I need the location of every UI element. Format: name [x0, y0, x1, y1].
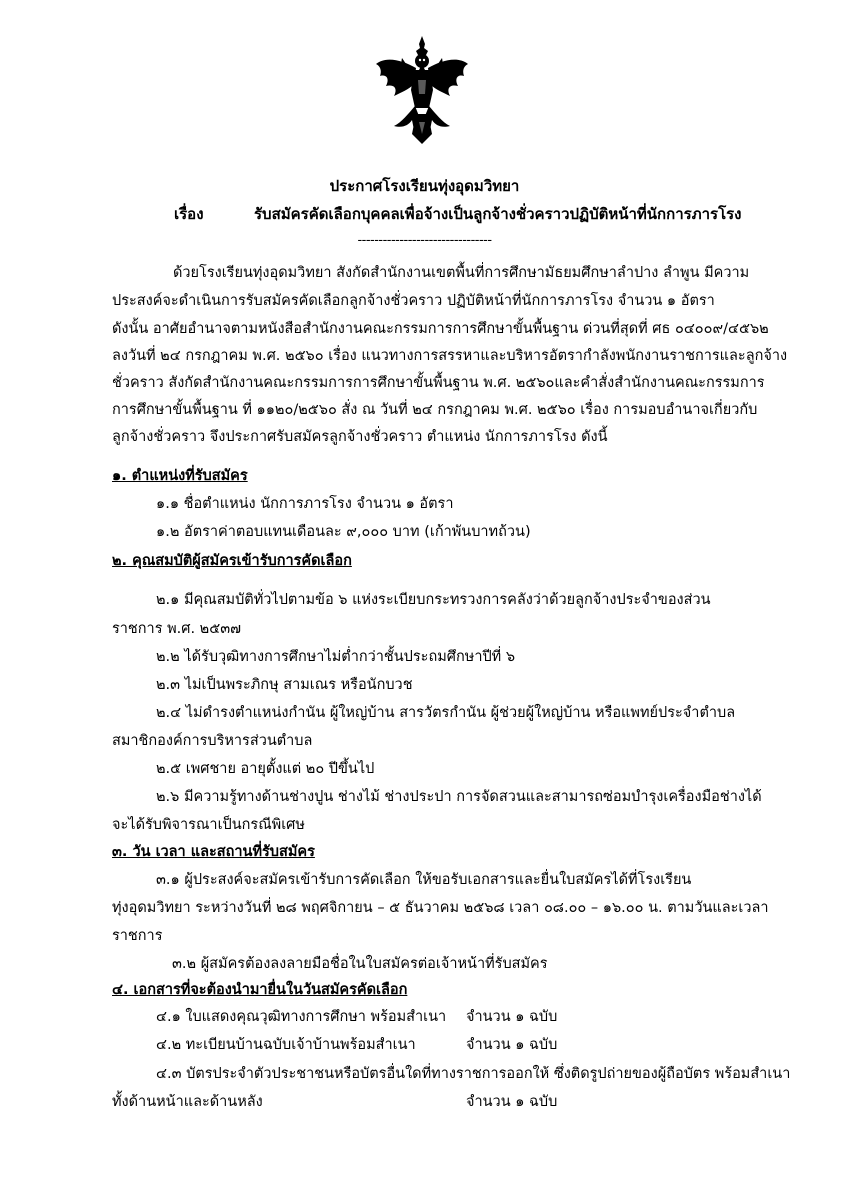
subject-text: รับสมัครคัดเลือกบุคคลเพื่อจ้างเป็นลูกจ้างชั่วคราวปฏิบัติหน้าที่นักการภารโรง — [254, 205, 742, 223]
garuda-emblem-icon — [372, 34, 472, 146]
section1-item: ๑.๑ ชื่อตำแหน่ง นักการภารโรง จำนวน ๑ อัตรา — [156, 496, 454, 512]
document-item-label: ๔.๑ ใบแสดงคุณวุฒิทางการศึกษา พร้อมสำเนา — [156, 1009, 447, 1025]
section1-item: ๑.๒ อัตราค่าตอบแทนเดือนละ ๙,๐๐๐ บาท (เก้าพันบาทถ้วน) — [156, 524, 531, 540]
section2-item: ๒.๕ เพศชาย อายุตั้งแต่ ๒๐ ปีขึ้นไป — [156, 761, 375, 777]
intro-line: ลงวันที่ ๒๔ กรกฎาคม พ.ศ. ๒๕๖๐ เรื่อง แนวทางการสรรหาและบริหารอัตรากำลังพนักงานราชการและลูกจ้าง — [112, 348, 788, 364]
section4-item: ๔.๓ บัตรประจำตัวประชาชนหรือบัตรอื่นใดที่ทางราชการออกให้ ซึ่งติดรูปถ่ายของผู้ถือบัตร พร้อมสำเนา — [156, 1066, 791, 1082]
section3-item-continuation: ทุ่งอุดมวิทยา ระหว่างวันที่ ๒๘ พฤศจิกายน – ๕ ธันวาคม ๒๕๖๘ เวลา ๐๘.๐๐ – ๑๖.๐๐ น. ตามวันและเวลา — [112, 900, 769, 916]
section3-item: ๓.๒ ผู้สมัครต้องลงลายมือชื่อในใบสมัครต่อเจ้าหน้าที่รับสมัคร — [172, 956, 548, 972]
section4-item-continuation: ทั้งด้านหน้าและด้านหลัง — [112, 1094, 263, 1110]
title-separator: -------------------------------- — [357, 233, 492, 248]
section2-item: ๒.๓ ไม่เป็นพระภิกษุ สามเณร หรือนักบวช — [156, 677, 413, 693]
section2-item-continuation: สมาชิกองค์การบริหารส่วนตำบล — [112, 733, 313, 749]
document-item-quantity: จำนวน ๑ ฉบับ — [466, 1009, 558, 1025]
announcement-title: ประกาศโรงเรียนทุ่งอุดมวิทยา — [329, 177, 520, 195]
section-heading-schedule: ๓. วัน เวลา และสถานที่รับสมัคร — [112, 844, 315, 860]
section3-item: ๓.๑ ผู้ประสงค์จะสมัครเข้ารับการคัดเลือก ให้ขอรับเอกสารและยื่นใบสมัครได้ที่โรงเรียน — [156, 872, 692, 888]
intro-line: ชั่วคราว สังกัดสำนักงานคณะกรรมการการศึกษาขั้นพื้นฐาน พ.ศ. ๒๕๖๐และคำสั่งสำนักงานคณะกรรมการ — [112, 375, 765, 391]
section2-item-continuation: ราชการ พ.ศ. ๒๕๓๗ — [112, 621, 242, 637]
intro-line: ด้วยโรงเรียนทุ่งอุดมวิทยา สังกัดสำนักงานเขตพื้นที่การศึกษามัธยมศึกษาลำปาง ลำพูน มีความ — [173, 265, 750, 281]
section2-item-continuation: จะได้รับพิจารณาเป็นกรณีพิเศษ — [112, 817, 305, 833]
document-item-quantity: จำนวน ๑ ฉบับ — [466, 1037, 558, 1053]
announcement-subject-line — [174, 204, 742, 224]
section4-item — [156, 1007, 446, 1027]
section2-item: ๒.๔ ไม่ดำรงตำแหน่งกำนัน ผู้ใหญ่บ้าน สารวัตรกำนัน ผู้ช่วยผู้ใหญ่บ้าน หรือแพทย์ประจำตำบล — [156, 705, 736, 721]
section-heading-position: ๑. ตำแหน่งที่รับสมัคร — [112, 468, 248, 484]
subject-label: เรื่อง — [174, 205, 204, 223]
intro-line: ลูกจ้างชั่วคราว จึงประกาศรับสมัครลูกจ้างชั่วคราว ตำแหน่ง นักการภารโรง ดังนี้ — [112, 429, 608, 445]
section4-item — [156, 1035, 416, 1055]
intro-line: ประสงค์จะดำเนินการรับสมัครคัดเลือกลูกจ้างชั่วคราว ปฏิบัติหน้าที่นักการภารโรง จำนวน ๑ อัตรา — [112, 293, 715, 309]
section2-item: ๒.๒ ได้รับวุฒิทางการศึกษาไม่ต่ำกว่าชั้นประถมศึกษาปีที่ ๖ — [156, 649, 516, 665]
document-item-label: ๔.๒ ทะเบียนบ้านฉบับเจ้าบ้านพร้อมสำเนา — [156, 1037, 416, 1053]
intro-line: ดังนั้น อาศัยอำนาจตามหนังสือสำนักงานคณะกรรมการการศึกษาขั้นพื้นฐาน ด่วนที่สุดที่ ศธ ๐๔๐๐๙/๔๕๖๒ — [112, 321, 769, 337]
section2-item: ๒.๑ มีคุณสมบัติทั่วไปตามข้อ ๖ แห่งระเบียบกระทรวงการคลังว่าด้วยลูกจ้างประจำของส่วน — [156, 592, 711, 608]
section2-item: ๒.๖ มีความรู้ทางด้านช่างปูน ช่างไม้ ช่างประปา การจัดสวนและสามารถซ่อมบำรุงเครื่องมือช่างได้ — [156, 789, 762, 805]
section-heading-qualifications: ๒. คุณสมบัติผู้สมัครเข้ารับการคัดเลือก — [112, 553, 352, 569]
section-heading-documents: ๔. เอกสารที่จะต้องนำมายื่นในวันสมัครคัดเลือก — [112, 982, 408, 998]
section3-item-continuation: ราชการ — [112, 928, 163, 944]
intro-line: การศึกษาขั้นพื้นฐาน ที่ ๑๑๒๐/๒๕๖๐ สั่ง ณ วันที่ ๒๔ กรกฎาคม พ.ศ. ๒๕๖๐ เรื่อง การมอบอำนาจเกี่ยวกับ — [112, 402, 758, 418]
document-item-quantity: จำนวน ๑ ฉบับ — [466, 1094, 558, 1110]
